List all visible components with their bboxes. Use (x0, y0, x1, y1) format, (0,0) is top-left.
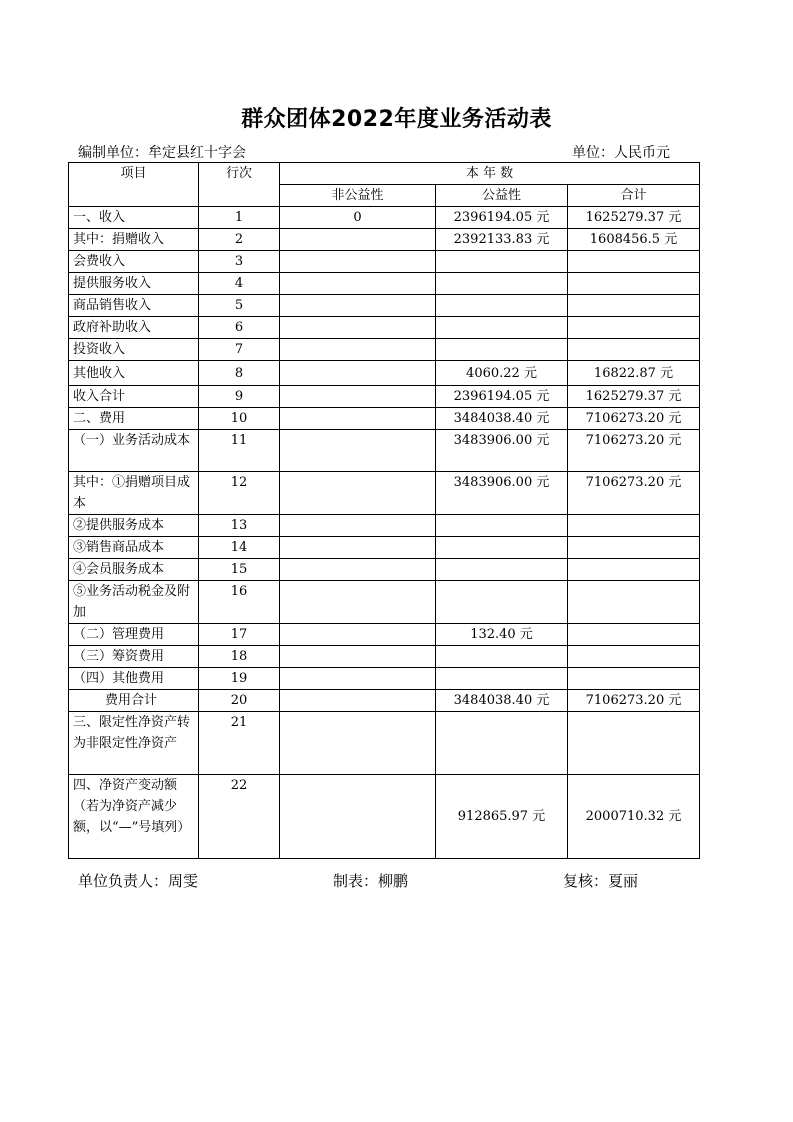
row-nonprofit (280, 712, 436, 775)
row-total: 7106273.20 元 (568, 430, 700, 472)
row-nonprofit (280, 339, 436, 361)
reviewer: 复核：夏丽 (563, 872, 639, 890)
row-nonprofit (280, 668, 436, 690)
table-row (69, 273, 700, 295)
row-nonprofit: 0 (280, 207, 436, 229)
header-public: 公益性 (436, 185, 568, 207)
row-line: 19 (199, 668, 280, 690)
row-total: 1625279.37 元 (568, 207, 700, 229)
row-item: （四）其他费用 (69, 668, 199, 690)
table-row (69, 646, 700, 668)
row-item: 费用合计 (69, 690, 199, 712)
row-nonprofit (280, 537, 436, 559)
row-total: 2000710.32 元 (568, 775, 700, 859)
preparer: 制表：柳鹏 (333, 872, 409, 890)
page-title: 群众团体2022年度业务活动表 (241, 107, 552, 132)
row-nonprofit (280, 430, 436, 472)
table-row (69, 361, 700, 386)
row-line: 21 (199, 712, 280, 775)
row-total (568, 295, 700, 317)
row-total: 7106273.20 元 (568, 472, 700, 515)
row-nonprofit (280, 775, 436, 859)
row-public (436, 646, 568, 668)
table-row (69, 515, 700, 537)
row-item: （三）筹资费用 (69, 646, 199, 668)
row-line: 8 (199, 361, 280, 386)
row-total (568, 273, 700, 295)
org-label: 编制单位：牟定县红十字会 (78, 145, 246, 161)
row-public (436, 273, 568, 295)
activity-table (68, 162, 700, 859)
row-total (568, 339, 700, 361)
row-nonprofit (280, 646, 436, 668)
row-public: 912865.97 元 (436, 775, 568, 859)
row-line: 7 (199, 339, 280, 361)
row-line: 5 (199, 295, 280, 317)
row-total: 16822.87 元 (568, 361, 700, 386)
table-row (69, 581, 700, 624)
table-row (69, 386, 700, 408)
row-item: 四、净资产变动额（若为净资产减少额，以“—”号填列） (69, 775, 199, 859)
table-row (69, 712, 700, 775)
row-nonprofit (280, 515, 436, 537)
table-row (69, 624, 700, 646)
table-row (69, 472, 700, 515)
row-line: 6 (199, 317, 280, 339)
unit-label: 单位：人民币元 (572, 145, 670, 161)
row-item: 三、限定性净资产转为非限定性净资产 (69, 712, 199, 775)
row-public: 3484038.40 元 (436, 408, 568, 430)
row-item: 其中：捐赠收入 (69, 229, 199, 251)
row-nonprofit (280, 361, 436, 386)
table-row (69, 251, 700, 273)
row-public (436, 537, 568, 559)
table-row (69, 559, 700, 581)
row-public: 3483906.00 元 (436, 430, 568, 472)
row-nonprofit (280, 386, 436, 408)
row-line: 16 (199, 581, 280, 624)
row-item: 投资收入 (69, 339, 199, 361)
row-total (568, 668, 700, 690)
row-line: 17 (199, 624, 280, 646)
row-item: 一、收入 (69, 207, 199, 229)
row-public (436, 317, 568, 339)
row-item: 会费收入 (69, 251, 199, 273)
row-line: 13 (199, 515, 280, 537)
table-row (69, 295, 700, 317)
table-row (69, 775, 700, 859)
row-total (568, 317, 700, 339)
header-current-year: 本 年 数 (280, 163, 700, 185)
row-line: 4 (199, 273, 280, 295)
table-row (69, 537, 700, 559)
row-nonprofit (280, 229, 436, 251)
table-row (69, 430, 700, 472)
row-total (568, 515, 700, 537)
row-line: 3 (199, 251, 280, 273)
row-total: 1608456.5 元 (568, 229, 700, 251)
row-line: 15 (199, 559, 280, 581)
row-public (436, 339, 568, 361)
row-public (436, 251, 568, 273)
row-public (436, 559, 568, 581)
row-item: 提供服务收入 (69, 273, 199, 295)
row-line: 11 (199, 430, 280, 472)
row-public: 2392133.83 元 (436, 229, 568, 251)
row-public: 2396194.05 元 (436, 207, 568, 229)
row-item: ④会员服务成本 (69, 559, 199, 581)
row-total (568, 251, 700, 273)
row-total (568, 581, 700, 624)
row-item: （二）管理费用 (69, 624, 199, 646)
row-item: 商品销售收入 (69, 295, 199, 317)
row-public (436, 515, 568, 537)
row-public (436, 581, 568, 624)
row-item: ③销售商品成本 (69, 537, 199, 559)
row-item: 收入合计 (69, 386, 199, 408)
row-item: 二、费用 (69, 408, 199, 430)
row-item: （一）业务活动成本 (69, 430, 199, 472)
header-item: 项目 (69, 163, 199, 207)
row-public (436, 668, 568, 690)
row-line: 10 (199, 408, 280, 430)
header-nonprofit: 非公益性 (280, 185, 436, 207)
row-item: 政府补助收入 (69, 317, 199, 339)
row-nonprofit (280, 408, 436, 430)
row-nonprofit (280, 295, 436, 317)
row-nonprofit (280, 559, 436, 581)
row-total: 7106273.20 元 (568, 408, 700, 430)
row-line: 1 (199, 207, 280, 229)
row-line: 22 (199, 775, 280, 859)
row-public (436, 295, 568, 317)
row-item: ⑤业务活动税金及附加 (69, 581, 199, 624)
row-total (568, 712, 700, 775)
row-total: 7106273.20 元 (568, 690, 700, 712)
row-public: 3483906.00 元 (436, 472, 568, 515)
row-nonprofit (280, 472, 436, 515)
row-nonprofit (280, 251, 436, 273)
row-line: 20 (199, 690, 280, 712)
row-total (568, 624, 700, 646)
table-row (69, 668, 700, 690)
row-total (568, 537, 700, 559)
row-total: 1625279.37 元 (568, 386, 700, 408)
header-line: 行次 (199, 163, 280, 207)
responsible-person: 单位负责人：周雯 (78, 872, 199, 890)
row-item: ②提供服务成本 (69, 515, 199, 537)
row-nonprofit (280, 317, 436, 339)
table-row (69, 408, 700, 430)
row-line: 14 (199, 537, 280, 559)
row-total (568, 646, 700, 668)
row-item: 其他收入 (69, 361, 199, 386)
header-total: 合计 (568, 185, 700, 207)
row-total (568, 559, 700, 581)
table-row (69, 690, 700, 712)
row-public: 2396194.05 元 (436, 386, 568, 408)
row-line: 12 (199, 472, 280, 515)
header-row (69, 163, 700, 185)
row-nonprofit (280, 624, 436, 646)
row-nonprofit (280, 581, 436, 624)
table-row (69, 339, 700, 361)
row-line: 9 (199, 386, 280, 408)
row-nonprofit (280, 690, 436, 712)
row-nonprofit (280, 273, 436, 295)
row-public: 3484038.40 元 (436, 690, 568, 712)
row-line: 18 (199, 646, 280, 668)
table-row (69, 207, 700, 229)
row-line: 2 (199, 229, 280, 251)
row-public: 4060.22 元 (436, 361, 568, 386)
table-row (69, 317, 700, 339)
row-public (436, 712, 568, 775)
row-public: 132.40 元 (436, 624, 568, 646)
row-item: 其中：①捐赠项目成本 (69, 472, 199, 515)
table-row (69, 229, 700, 251)
